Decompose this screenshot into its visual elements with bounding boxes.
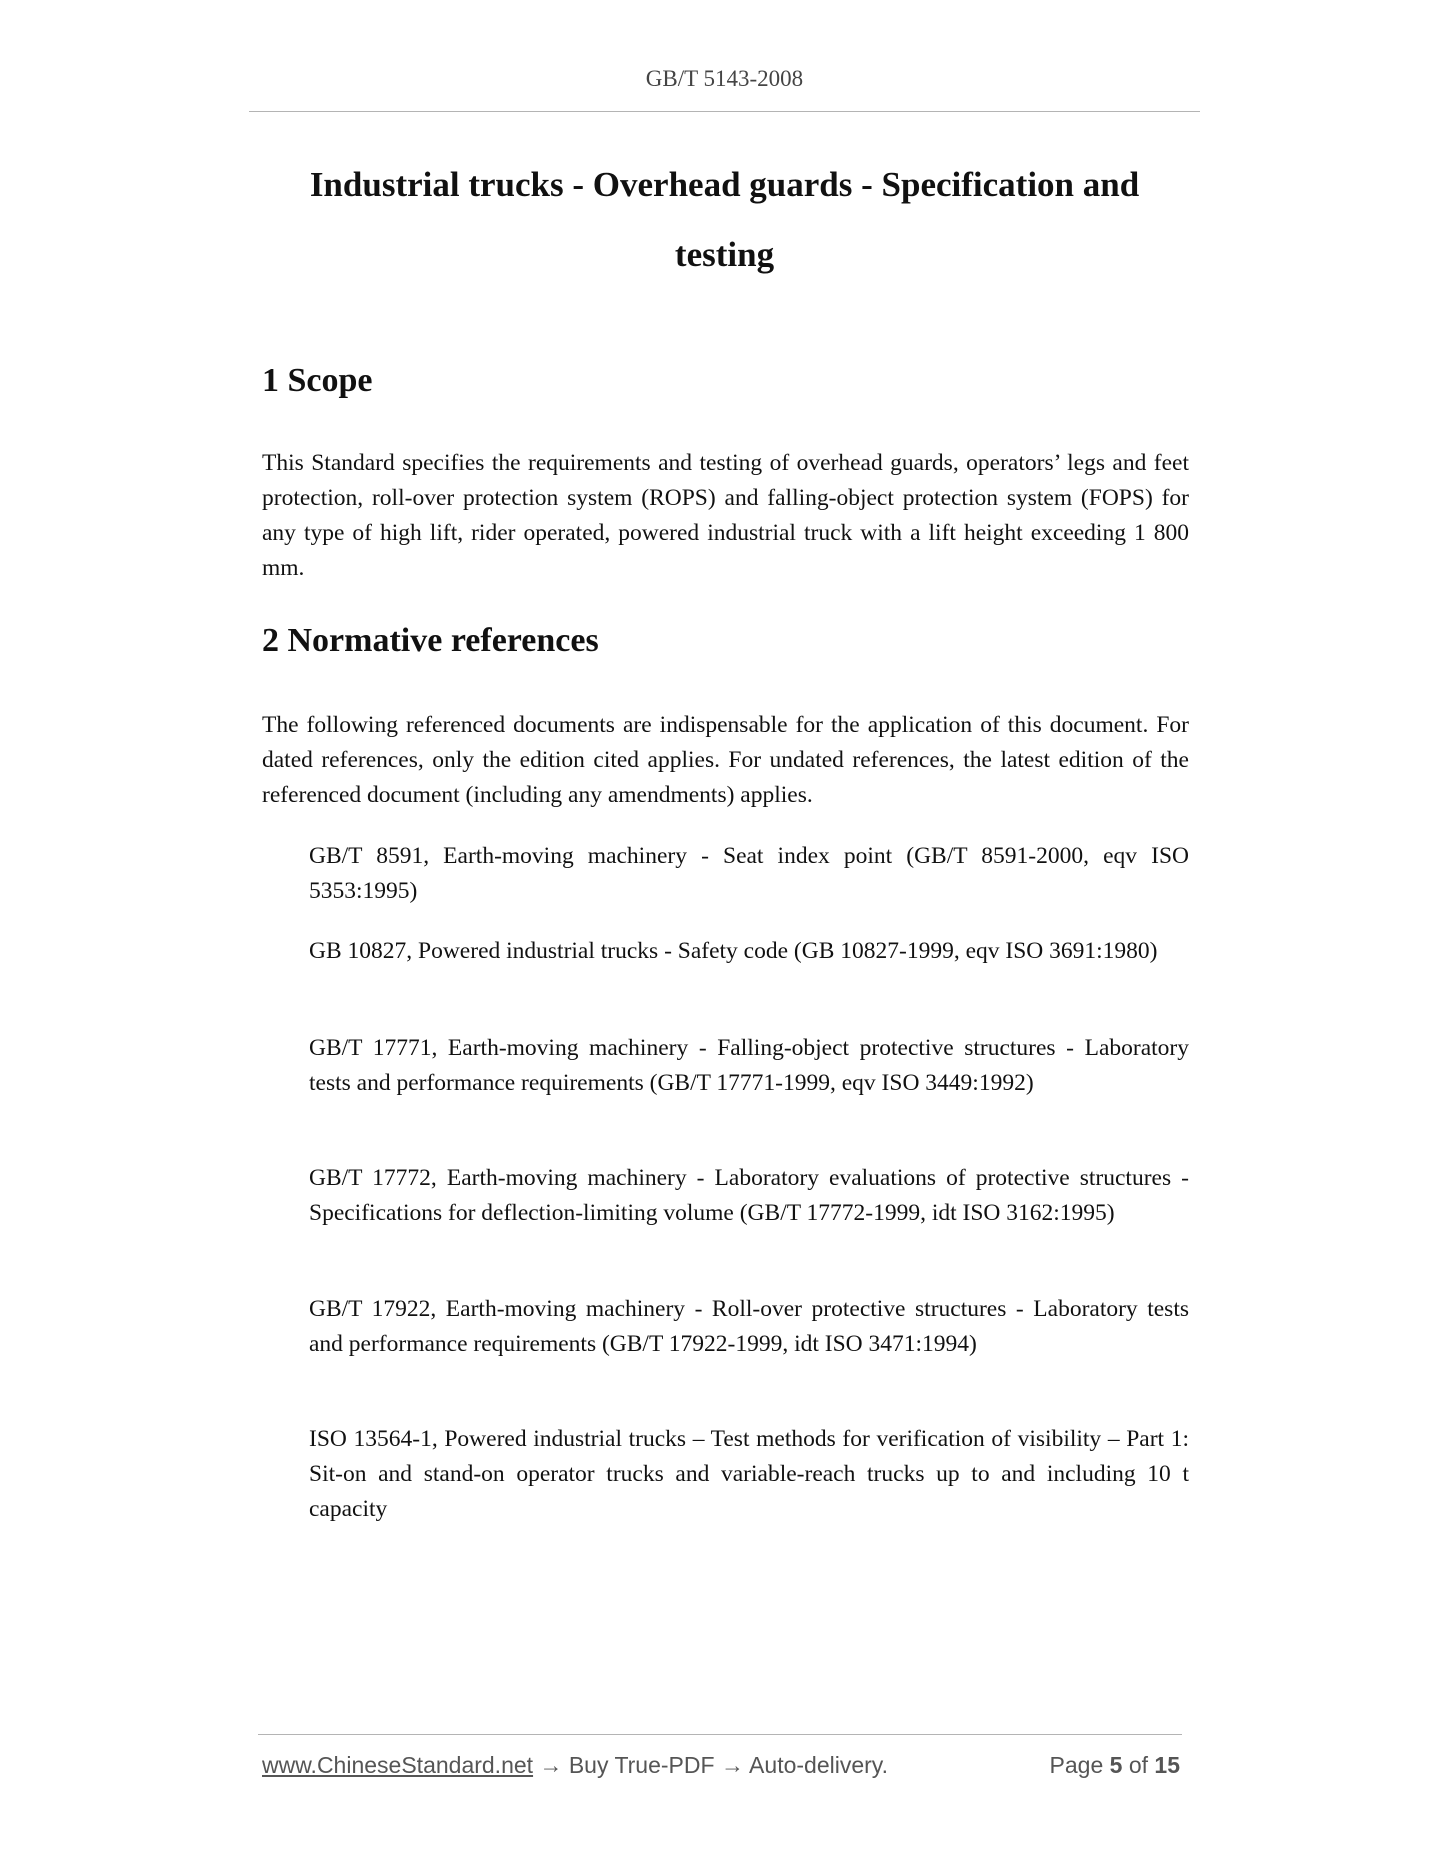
reference-item: GB/T 17922, Earth-moving machinery - Roll-over protective structures - Laboratory tests and performance requirements (GB/T 17922-1999, idt ISO 3471:1994) xyxy=(309,1296,1189,1357)
title-line-2: testing xyxy=(674,235,775,274)
running-header: GB/T 5143-2008 xyxy=(645,66,804,91)
reference-item: ISO 13564-1, Powered industrial trucks – Test methods for verification of visibility – Part 1: Sit-on and stand-on operator trucks and variable-reach trucks up to and including 10 t capacity xyxy=(309,1426,1189,1522)
page-indicator xyxy=(1050,1752,1180,1779)
footer-divider xyxy=(258,1734,1182,1735)
footer-promo-text: → Buy True-PDF → Auto-delivery. xyxy=(539,1752,888,1778)
footer-promo xyxy=(262,1752,888,1779)
header-divider xyxy=(249,111,1200,112)
reference-item: GB/T 8591, Earth-moving machinery - Seat index point (GB/T 8591-2000, eqv ISO 5353:1995) xyxy=(309,843,1189,904)
document-title xyxy=(262,150,1187,290)
title-line-1: Industrial trucks - Overhead guards - Specification and xyxy=(309,165,1140,204)
page-footer xyxy=(262,1752,1184,1786)
section-heading-scope: 1 Scope xyxy=(262,362,373,399)
page-label: Page xyxy=(1049,1752,1104,1778)
normative-intro-paragraph: The following referenced documents are indispensable for the application of this document. For dated references, only the edition cited applies. For undated references, the latest edition of the referenced document (including any amendments) applies. xyxy=(262,712,1189,808)
reference-item: GB 10827, Powered industrial trucks - Safety code (GB 10827-1999, eqv ISO 3691:1980) xyxy=(309,938,1158,964)
page-current: 5 xyxy=(1109,1752,1123,1778)
reference-item: GB/T 17772, Earth-moving machinery - Laboratory evaluations of protective structures - Specifications for deflection-limiting volume (GB/T 17772-1999, idt ISO 3162:1995) xyxy=(309,1165,1189,1226)
section-heading-normative-references: 2 Normative references xyxy=(262,622,599,659)
reference-item: GB/T 17771, Earth-moving machinery - Falling-object protective structures - Laboratory tests and performance requirements (GB/T 17771-1999, eqv ISO 3449:1992) xyxy=(309,1035,1189,1096)
page-of-label: of xyxy=(1128,1752,1149,1778)
page-total: 15 xyxy=(1154,1752,1180,1778)
chinesestandard-link[interactable]: www.ChineseStandard.net xyxy=(262,1752,534,1778)
scope-paragraph: This Standard specifies the requirements and testing of overhead guards, operators’ legs and feet protection, roll-over protection system (ROPS) and falling-object protection system (FOPS) for any type of high lift, rider operated, powered industrial truck with a lift height exceeding 1 800 mm. xyxy=(262,450,1189,581)
